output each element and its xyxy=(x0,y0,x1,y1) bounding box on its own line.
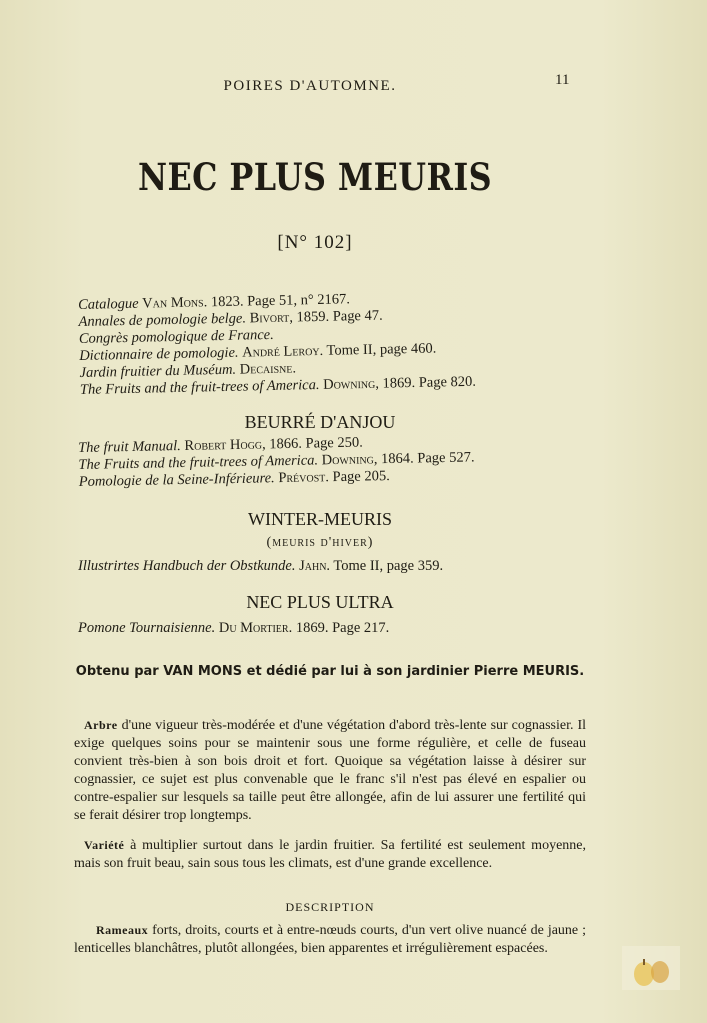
variety-number: [N° 102] xyxy=(277,232,353,253)
reference-author: Prévost. xyxy=(278,469,330,487)
variete-paragraph xyxy=(74,836,586,873)
reference-source: Jardin fruitier du Muséum. xyxy=(79,361,237,381)
reference-detail: 1866. Page 250. xyxy=(265,434,363,453)
reference-source: Pomone Tournaisienne. xyxy=(78,620,216,636)
paragraph-lead: Arbre xyxy=(84,718,118,732)
reference-author: Downing, xyxy=(322,375,380,393)
synonym-references xyxy=(78,429,639,491)
reference-detail: Page 205. xyxy=(328,468,390,486)
synonym-references xyxy=(78,558,638,575)
reference-author: Downing, xyxy=(321,451,378,469)
synonym-title: NEC PLUS ULTRA xyxy=(246,592,394,612)
main-references xyxy=(78,285,640,399)
reference-source: Pomologie de la Seine-Inférieure. xyxy=(78,470,275,490)
reference-author: Du Mortier. xyxy=(218,620,293,636)
synonym-title: WINTER-MEURIS xyxy=(248,509,392,529)
running-head: POIRES D'AUTOMNE. xyxy=(223,78,397,94)
reference-source: The Fruits and the fruit-trees of America. xyxy=(79,376,320,398)
synonym-title: BEURRÉ D'ANJOU xyxy=(244,412,396,432)
reference-detail: 1869. Page 820. xyxy=(378,373,477,392)
reference-author: Bivort, xyxy=(249,309,294,327)
reference-detail: Tome II, page 359. xyxy=(330,558,444,574)
pear-stamp-icon xyxy=(622,946,680,990)
synonym-subtitle: (meuris d'hiver) xyxy=(266,535,374,550)
reference-source: The Fruits and the fruit-trees of America. xyxy=(78,452,319,473)
reference-author: Robert Hogg, xyxy=(184,436,266,454)
reference-author: André Leroy. xyxy=(242,342,324,361)
reference-detail: 1859. Page 47. xyxy=(292,307,383,326)
paragraph-text: à multiplier surtout dans le jardin fruitier. Sa fertilité est seulement moyenne, mais son fruit beau, sain sous tous les climats, est d'une grande excellence. xyxy=(74,838,586,871)
reference-source: Dictionnaire de pomologie. xyxy=(79,344,239,364)
reference-line xyxy=(78,620,638,637)
arbre-paragraph xyxy=(74,716,586,825)
reference-detail: 1823. Page 51, n° 2167. xyxy=(207,291,351,311)
reference-author: Jahn. xyxy=(299,558,331,574)
synonym-references xyxy=(78,620,638,637)
reference-source: Congrès pomologique de France. xyxy=(78,326,274,347)
reference-source: The fruit Manual. xyxy=(78,438,182,456)
origin-note: Obtenu par VAN MONS et dédié par lui à son jardinier Pierre MEURIS. xyxy=(75,664,585,679)
page-number: 11 xyxy=(555,72,570,88)
paragraph-text: forts, droits, courts et à entre-nœuds courts, d'un vert olive nuancé de jaune ; lenticelles blanchâtres, plutôt allongées, bien apparentes et irrégulièrement espacées. xyxy=(74,923,586,956)
reference-detail: 1864. Page 527. xyxy=(377,449,475,468)
reference-detail: Tome II, page 460. xyxy=(323,340,437,359)
reference-author: Van Mons. xyxy=(142,294,208,312)
paragraph-lead: Variété xyxy=(84,838,125,852)
reference-source: Annales de pomologie belge. xyxy=(78,310,247,330)
description-heading: DESCRIPTION xyxy=(285,900,375,914)
paragraph-text: d'une vigueur très-modérée et d'une végétation d'abord très-lente sur cognassier. Il exige quelques soins pour se maintenir sous une forme régulière, et celle de fuseau convient très-bien à son bois droit et fort. Quoique sa végétation laisse à désirer sur cognassier, ce sujet est plus convenable que le franc s'il n'est pas élevé en espalier ou contre-espalier sur lesquels sa taille peut être allongée, afin de lui assurer une fertilité qui se ferait désirer trop longtemps. xyxy=(74,718,586,823)
reference-author: Decaisne. xyxy=(239,360,297,378)
reference-detail: 1869. Page 217. xyxy=(292,620,390,636)
reference-source: Illustrirtes Handbuch der Obstkunde. xyxy=(78,558,296,574)
reference-line xyxy=(78,558,638,575)
paragraph-lead: Rameaux xyxy=(96,923,149,937)
rameaux-paragraph xyxy=(74,921,586,958)
variety-title: NEC PLUS MEURIS xyxy=(137,155,493,199)
reference-source: Catalogue xyxy=(78,295,139,313)
